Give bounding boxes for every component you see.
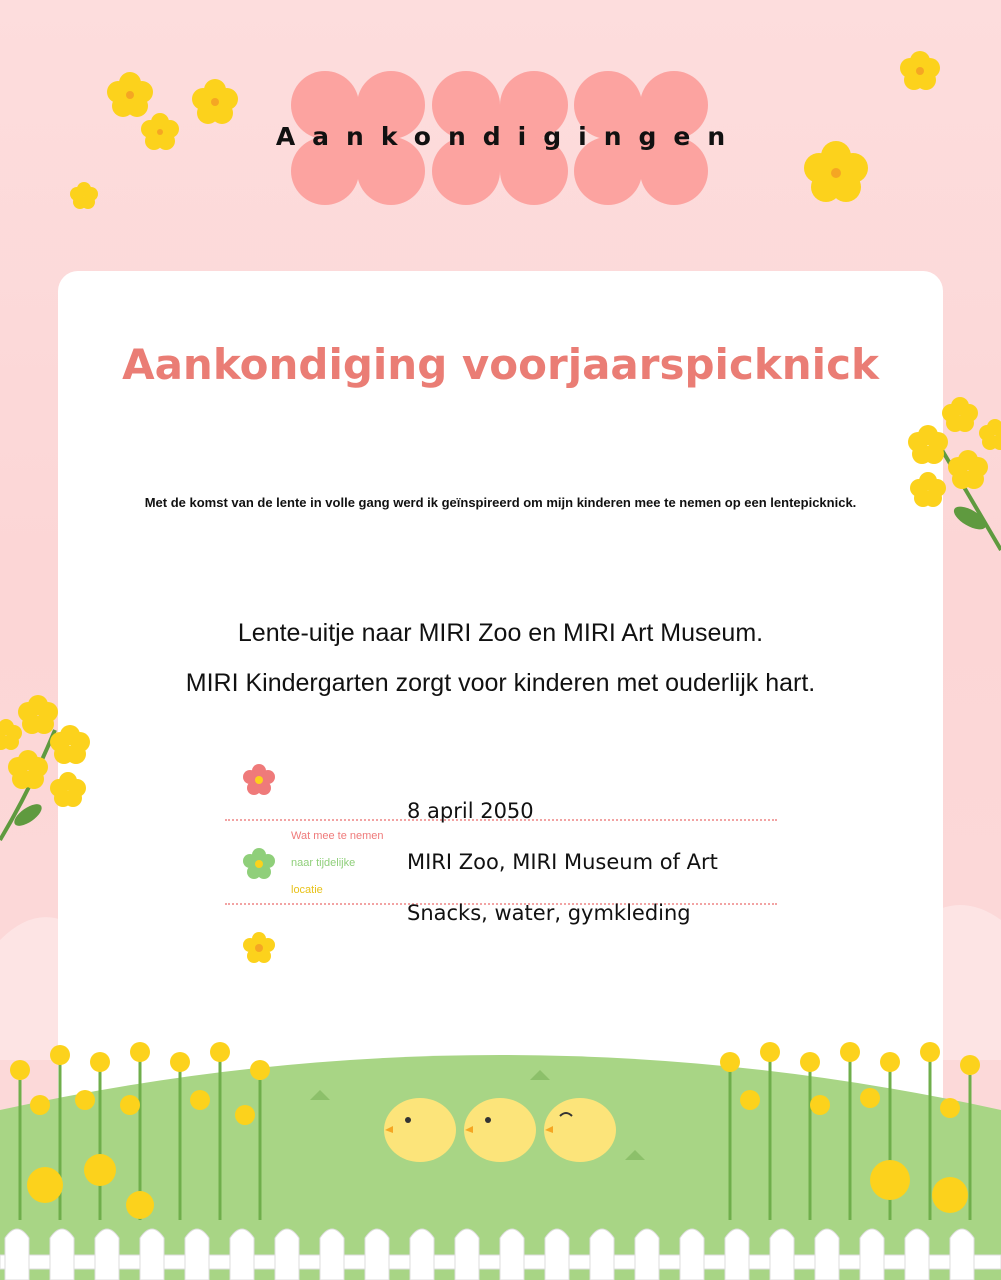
intro-text: Met de komst van de lente in volle gang werd ik geïnspireerd om mijn kinderen mee te nemen op een lentepicknick. <box>144 495 857 510</box>
yellow-flowers-top-right-icon <box>790 45 960 215</box>
yellow-flowers-top-left-icon <box>60 60 260 220</box>
main-line-1: Lente-uitje naar MIRI Zoo en MIRI Art Museum. <box>237 619 764 647</box>
red-flower-icon <box>243 764 275 796</box>
flower-branch-left-icon <box>0 690 100 850</box>
info-label-1: Wat mee te nemen <box>291 830 384 842</box>
info-label-2: naar tijdelijke <box>291 857 356 869</box>
info-value-items: Snacks, water, gymkleding <box>407 901 691 925</box>
yellow-flower-icon <box>243 932 275 964</box>
flower-branch-right-icon <box>890 390 1001 560</box>
info-label-3: locatie <box>291 884 323 896</box>
meadow-scene <box>0 1020 1001 1280</box>
info-value-location: MIRI Zoo, MIRI Museum of Art <box>407 850 718 874</box>
header-title: Aankondigingen <box>275 122 743 151</box>
card-title: Aankondiging voorjaarspicknick <box>122 340 879 389</box>
green-flower-icon <box>243 848 275 880</box>
main-line-2: MIRI Kindergarten zorgt voor kinderen met ouderlijk hart. <box>185 669 816 697</box>
info-value-date: 8 april 2050 <box>407 799 534 823</box>
